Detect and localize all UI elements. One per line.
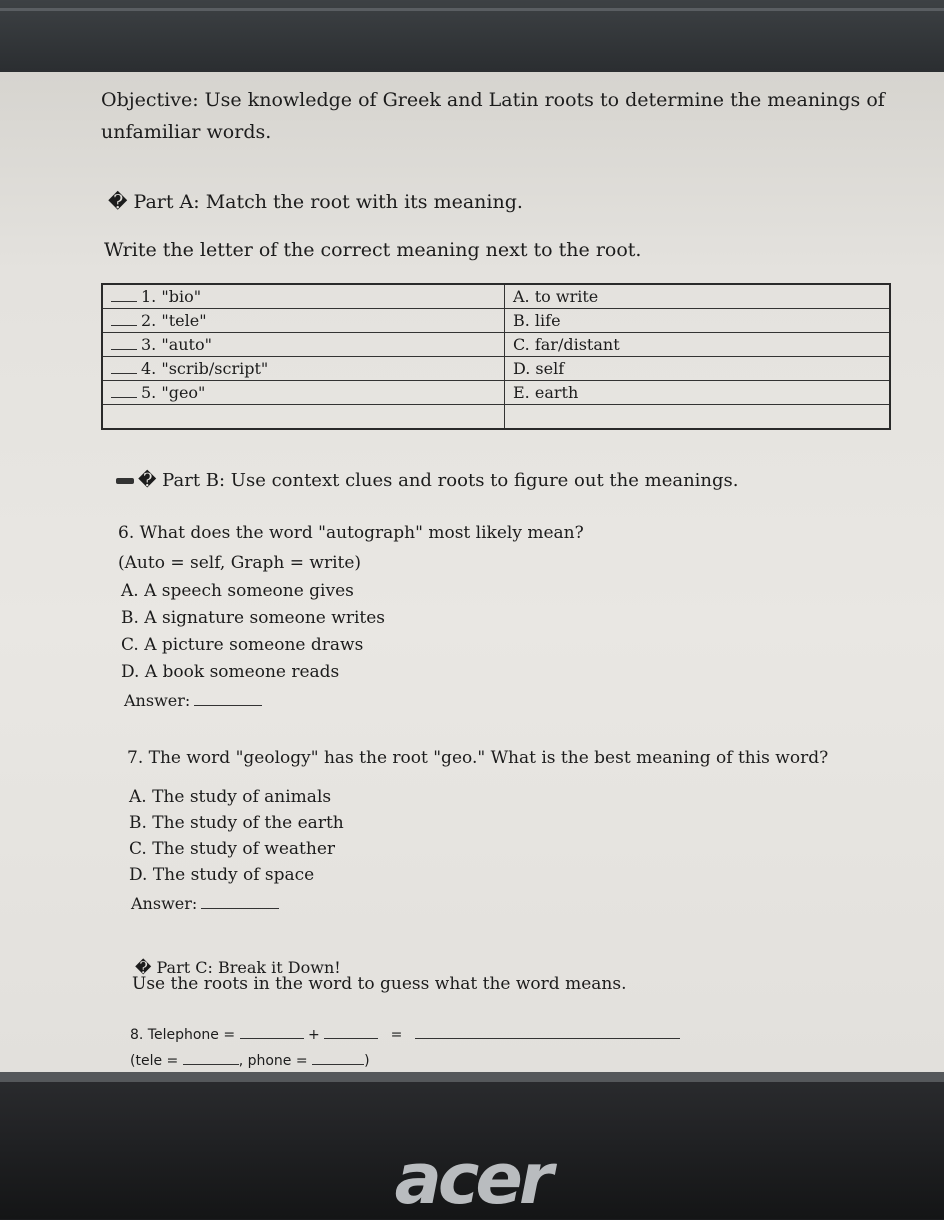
table-row [102,381,890,405]
meaning-cell: D. self [505,357,891,381]
tele-blank[interactable] [183,1064,239,1065]
answer-blank[interactable] [111,301,137,302]
q6-answer [124,691,262,710]
q6-option-c: C. A picture someone draws [121,635,364,655]
table-row [102,309,890,333]
answer-label: Answer: [131,894,198,913]
part-b-heading [116,470,739,491]
part-a-instruction: Write the letter of the correct meaning next to the root. [104,239,642,261]
q6-option-d: D. A book someone reads [121,662,340,682]
monitor-top-bezel [0,0,944,74]
q7-option-a: A. The study of animals [129,787,332,807]
phone-label: , phone = [238,1053,308,1069]
tele-label: (tele = [130,1053,179,1069]
table-row [102,333,890,357]
q8-blank-2[interactable] [324,1038,378,1039]
q7-option-c: C. The study of weather [129,839,336,859]
q7-answer [131,894,279,913]
answer-blank[interactable] [111,397,137,398]
q8-row [130,1027,680,1043]
answer-blank[interactable] [111,349,137,350]
answer-label: Answer: [124,691,191,710]
root-text: 4. "scrib/script" [141,359,269,378]
table-row [102,284,890,309]
answer-blank[interactable] [111,325,137,326]
part-c-instruction: Use the roots in the word to guess what the word means. [132,974,627,994]
worksheet-screen [0,72,944,1078]
root-text: 1. "bio" [141,287,202,306]
table-row [102,357,890,381]
objective-text: Objective: Use knowledge of Greek and Latin roots to determine the meanings of unfamiliar words. [101,89,885,143]
root-text: 3. "auto" [141,335,212,354]
meaning-cell: C. far/distant [505,333,891,357]
answer-blank[interactable] [111,373,137,374]
part-b-heading-text: � Part B: Use context clues and roots to figure out the meanings. [138,470,739,491]
meaning-cell: B. life [505,309,891,333]
matching-table [101,283,891,430]
q7-answer-blank[interactable] [201,908,279,909]
q7-option-d: D. The study of space [129,865,315,885]
q8-blank-1[interactable] [240,1038,304,1039]
root-text: 5. "geo" [141,383,206,402]
q7-question: 7. The word "geology" has the root "geo." What is the best meaning of this word? [127,748,829,768]
part-a-heading: � Part A: Match the root with its meaning. [108,191,523,213]
q7-option-b: B. The study of the earth [129,813,344,833]
q8-label: 8. Telephone = [130,1027,236,1043]
q8-blank-meaning[interactable] [415,1038,680,1039]
root-cell [102,381,505,405]
empty-cell [505,405,891,430]
root-cell [102,284,505,309]
equals-sign: = [390,1027,403,1043]
root-text: 2. "tele" [141,311,207,330]
root-cell [102,309,505,333]
q6-option-b: B. A signature someone writes [121,608,385,628]
q6-question: 6. What does the word "autograph" most likely mean? [118,523,584,543]
table-row [102,405,890,430]
root-cell [102,333,505,357]
close-paren: ) [364,1053,370,1069]
q8-parts-row [130,1053,370,1069]
brand-logo: acer [394,1138,550,1220]
part-c-heading: � Part C: Break it Down! [135,958,341,977]
root-cell [102,357,505,381]
meaning-cell: E. earth [505,381,891,405]
pencil-icon [116,478,134,484]
q6-hint: (Auto = self, Graph = write) [118,553,362,573]
q6-answer-blank[interactable] [194,705,262,706]
q6-option-a: A. A speech someone gives [121,581,354,601]
plus-sign: + [308,1027,320,1043]
empty-cell [102,405,505,430]
phone-blank[interactable] [312,1064,364,1065]
meaning-cell: A. to write [505,284,891,309]
